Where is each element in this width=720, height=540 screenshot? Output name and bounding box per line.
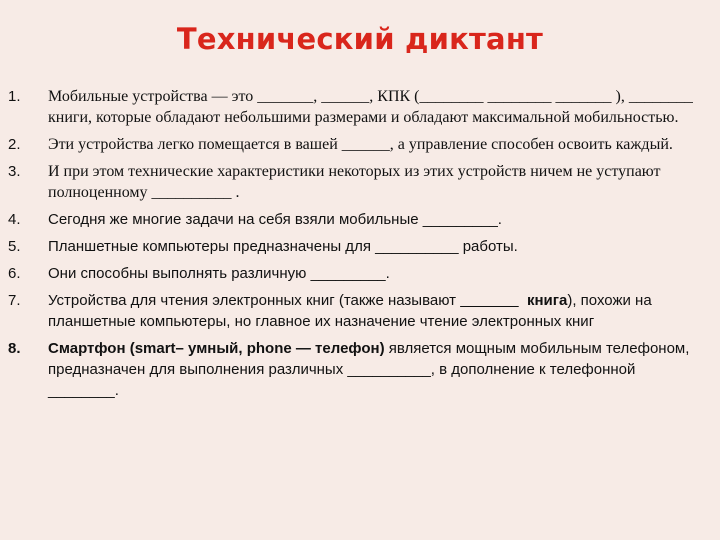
item-text-part: является мощным мобильным телефоном, предназначен для выполнения различных __________, в дополнение к телефонной ________. xyxy=(48,340,690,399)
item-text: Они способны выполнять различную _________. xyxy=(48,265,390,282)
item-text-part: ), похожи на планшетные компьютеры, но главное их назначение чтение электронных книг xyxy=(48,292,652,330)
list-item xyxy=(8,236,708,257)
item-text-part: Устройства для чтения электронных книг (также называют xyxy=(48,292,461,309)
item-bold-term: Смартфон (smart– умный, phone — телефон) xyxy=(48,340,385,357)
item-number: 7. xyxy=(8,292,21,309)
item-number: 2. xyxy=(8,136,21,153)
item-text: И при этом технические характеристики некоторых из этих устройств ничем не уступают полноценному __________ . xyxy=(48,163,661,201)
item-number: 8. xyxy=(8,340,21,357)
item-number: 5. xyxy=(8,238,21,255)
list-item xyxy=(8,209,708,230)
item-text: Планшетные компьютеры предназначены для __________ работы. xyxy=(48,238,518,255)
list-item xyxy=(8,86,708,128)
item-bold-word: книга xyxy=(526,292,568,309)
list-item xyxy=(8,134,708,155)
item-text: Эти устройства легко помещается в вашей ______, а управление способен освоить каждый. xyxy=(48,136,673,153)
item-text: Сегодня же многие задачи на себя взяли мобильные _________. xyxy=(48,211,502,228)
dictation-list xyxy=(8,86,708,407)
item-number: 1. xyxy=(8,88,21,105)
list-item xyxy=(8,290,708,332)
list-item xyxy=(8,161,708,203)
list-item xyxy=(8,263,708,284)
list-item xyxy=(8,338,708,401)
item-text xyxy=(48,290,708,332)
item-number: 3. xyxy=(8,163,21,180)
item-blank: _______ xyxy=(460,292,519,309)
item-number: 6. xyxy=(8,265,21,282)
page-title: Технический диктант xyxy=(176,22,544,56)
item-number: 4. xyxy=(8,211,21,228)
item-text xyxy=(48,338,708,401)
item-text: Мобильные устройства — это _______, ______, КПК (________ ________ _______ ), ________ книги, которые обладают небольшими размерами и обладают максимальной мобильностью. xyxy=(48,88,693,126)
